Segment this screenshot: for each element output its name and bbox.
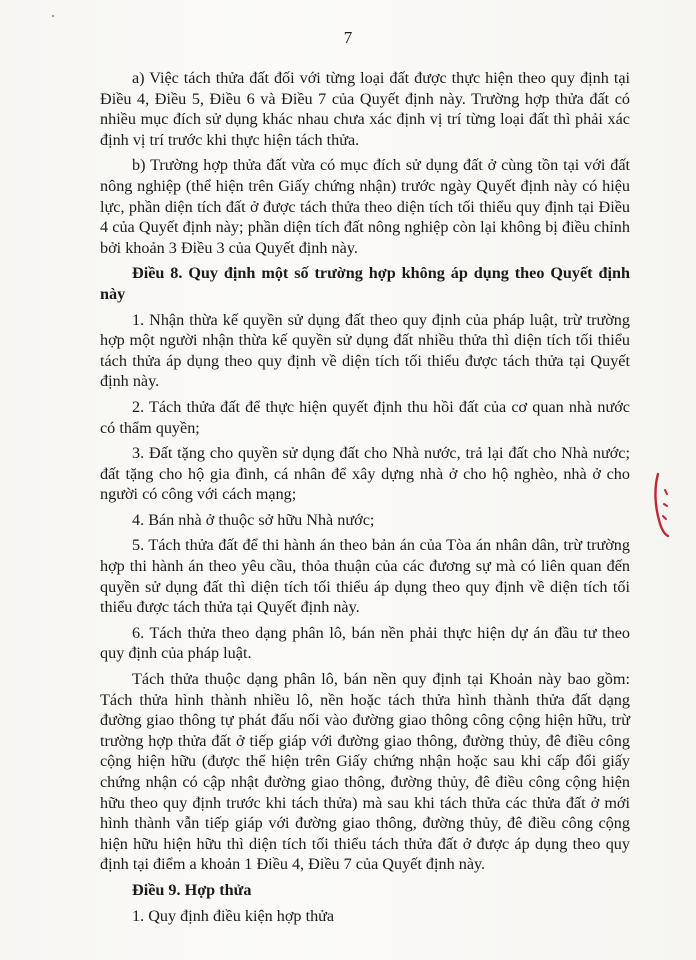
paragraph-8a: a) Việc tách thửa đất đối với từng loại đất được thực hiện theo quy định tại Điều 4, Điều 5, Điều 6 và Điều 7 của Quyết định này. Trường hợp thửa đất có nhiều mục đích sử dụng khác nhau chưa xác định vị trí từng loại đất thì phải xác định vị trí trước khi thực hiện tách thửa. bbox=[100, 69, 630, 149]
scan-speck bbox=[52, 15, 54, 17]
document-body bbox=[100, 68, 630, 931]
paragraph-8b: b) Trường hợp thửa đất vừa có mục đích sử dụng đất ở cùng tồn tại với đất nông nghiệp (thể hiện trên Giấy chứng nhận) trước ngày Quyết định này có hiệu lực, phần diện tích đất ở được tách thửa theo diện tích tối thiểu quy định tại Điều 4 của Quyết định này; phần diện tích đất nông nghiệp còn lại không bị điều chỉnh bởi khoản 3 Điều 3 của Quyết định này. bbox=[100, 156, 630, 257]
article-8-item-5: 5. Tách thửa đất để thi hành án theo bản án của Tòa án nhân dân, trừ trường hợp thi hành án theo yêu cầu, thỏa thuận của các đương sự mà có liên quan đến quyền sử dụng đất thì diện tích tối thiểu áp dụng theo quy định về diện tích tối thiểu được tách thửa tại Quyết định này. bbox=[100, 536, 630, 617]
article-8-item-4: 4. Bán nhà ở thuộc sở hữu Nhà nước; bbox=[132, 510, 375, 529]
article-8-heading: Điều 8. Quy định một số trường hợp không áp dụng theo Quyết định này bbox=[100, 264, 630, 303]
article-8-item-2: 2. Tách thửa đất để thực hiện quyết định thu hồi đất của cơ quan nhà nước có thẩm quyền; bbox=[100, 397, 630, 437]
article-9-heading: Điều 9. Hợp thửa bbox=[132, 880, 252, 899]
page-number: 7 bbox=[343, 28, 353, 47]
article-9-item-1: 1. Quy định điều kiện hợp thửa bbox=[132, 906, 335, 925]
red-stamp-mark bbox=[650, 470, 674, 540]
article-8-item-1: 1. Nhận thừa kế quyền sử dụng đất theo quy định của pháp luật, trừ trường hợp một người nhận thừa kế quyền sử dụng đất nhiều thửa thì diện tích tối thiểu tách thửa áp dụng theo quy định về diện tích tối thiểu được tách thửa tại Quyết định này. bbox=[100, 310, 630, 391]
article-8-item-6-detail: Tách thửa thuộc dạng phân lô, bán nền quy định tại Khoản này bao gồm: Tách thửa hình thành nhiều lô, nền hoặc tách thửa hình thành thửa đất dạng đường giao thông tự phát đấu nối vào đường giao thông công cộng hiện hữu, trừ trường hợp thửa đất ở tiếp giáp với đường giao thông, đường thủy, đê điều công cộng hiện hữu (được thể hiện trên Giấy chứng nhận hoặc sau khi cấp đổi giấy chứng nhận có cập nhật đường giao thông, đường thủy, đê điều công cộng hiện hữu theo quy định trước khi tách thửa) mà sau khi tách thửa các thửa đất ở mới hình thành vẫn tiếp giáp với đường giao thông, đường thủy, đê điều công cộng hiện hữu hiện hữu thì diện tích tối thiểu tách thửa đất ở được áp dụng theo quy định tại điểm a khoản 1 Điều 4, Điều 7 của Quyết định này. bbox=[100, 670, 630, 874]
article-8-item-3: 3. Đất tặng cho quyền sử dụng đất cho Nhà nước, trả lại đất cho Nhà nước; đất tặng cho hộ gia đình, cá nhân để xây dựng nhà ở cho hộ nghèo, nhà ở cho người có công với cách mạng; bbox=[100, 444, 630, 504]
article-8-item-6: 6. Tách thửa theo dạng phân lô, bán nền phải thực hiện dự án đầu tư theo quy định của pháp luật. bbox=[100, 623, 630, 663]
